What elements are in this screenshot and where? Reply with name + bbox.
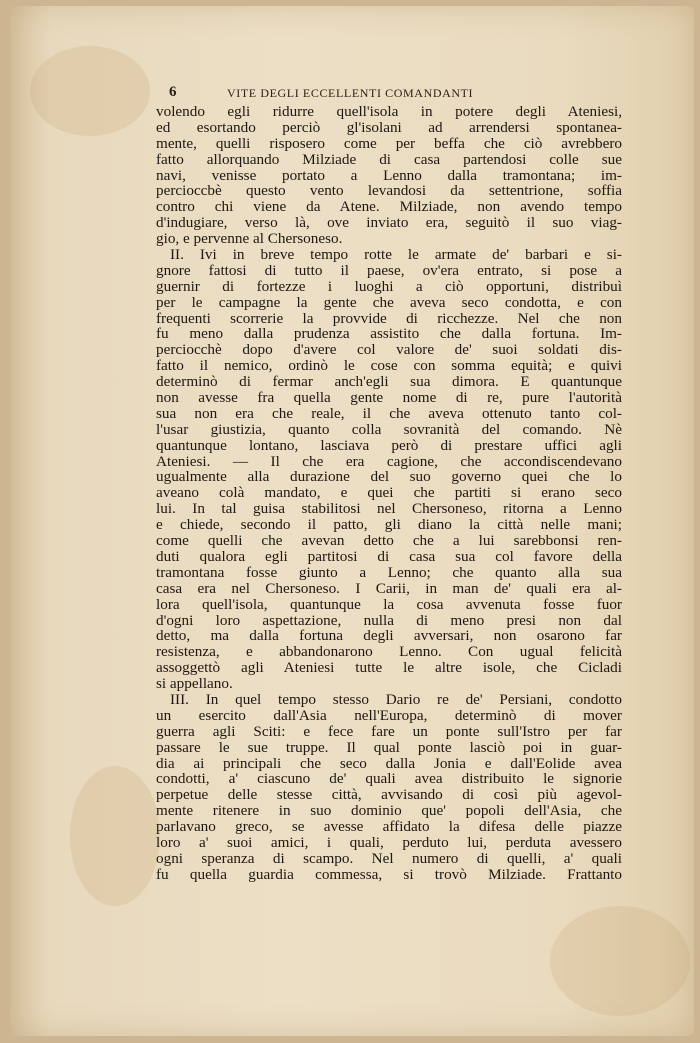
paper-stain: [30, 46, 150, 136]
page-number: 6: [169, 84, 178, 100]
text-line: un esercito dall'Asia nell'Europa, determinò di mover: [156, 706, 622, 724]
text-line: fu quella guardia commessa, si trovò Milziade. Frattanto: [156, 865, 622, 883]
text-line: ed esortando perciò gl'isolani ad arrendersi spontanea-: [156, 118, 622, 136]
text-line: gnore fattosi di tutto il paese, ov'era entrato, si pose a: [156, 261, 622, 279]
text-line: casa era nel Chersoneso. I Carii, in man de' quali era al-: [156, 579, 622, 597]
text-line: detto, ma dalla fortuna degli avversari, non osarono far: [156, 627, 622, 645]
text-line: III. In quel tempo stesso Dario re de' Persiani, condotto: [170, 690, 622, 708]
text-line: parlavano greco, se avesse affidato la difesa delle piazze: [156, 818, 622, 836]
text-line: tramontana fosse giunto a Lenno; che quanto alla sua: [156, 563, 622, 581]
text-line: gio, e pervenne al Chersoneso.: [156, 230, 343, 248]
paper-stain: [550, 906, 690, 1016]
text-line: condotti, a' ciascuno de' quali avea distribuito le signorie: [156, 770, 622, 788]
text-line: guernir di fortezze i luoghi a ciò opportuni, distribuì: [156, 277, 622, 295]
text-line: dia ai principali che seco dalla Jonia e dall'Eolide avea: [156, 754, 622, 772]
text-line: fu meno dalla prudenza assistito che dalla fortuna. Im-: [156, 325, 622, 343]
text-line: duti qualora egli partitosi di casa sua col favore della: [156, 547, 622, 565]
text-line: come quelli che avevan detto che a lui sarebbonsi ren-: [156, 532, 622, 550]
text-line: mente, quelli risposero come per beffa che ciò avrebbero: [156, 134, 622, 152]
text-line: quantunque lontano, lasciava però di prestare uffici agli: [156, 436, 622, 454]
text-line: d'indugiare, verso là, ove inviato era, seguitò il suo viag-: [156, 214, 622, 232]
paper-stain: [70, 766, 160, 906]
text-line: navi, venisse portato a Lenno dalla tramontana; im-: [156, 166, 622, 184]
text-line: determinò di fermar anch'egli sua dimora. E quantunque: [156, 373, 622, 391]
text-line: si appellano.: [156, 675, 233, 693]
text-line: aveano colà mandato, e quei che partiti si erano seco: [156, 484, 622, 502]
text-line: ogni speranza di scampo. Nel numero di quelli, a' quali: [156, 849, 622, 867]
text-line: fatto il nemico, ordinò le cose con somma equità; e quivi: [156, 357, 622, 375]
text-line: volendo egli ridurre quell'isola in potere degli Ateniesi,: [156, 103, 622, 120]
text-line: d'ogni loro aspettazione, nulla di meno presi non dal: [156, 611, 622, 629]
text-line: passare le sue truppe. Il qual ponte lasciò poi in guar-: [156, 738, 622, 756]
text-line: non avesse fra quella gente nome di re, pure l'autorità: [156, 389, 622, 407]
text-line: assoggettò agli Ateniesi tutte le altre isole, che Cicladi: [156, 659, 622, 677]
text-line: fatto allorquando Milziade di casa partendosi colle sue: [156, 150, 622, 168]
text-line: perciocchè dopo d'avere col valore de' suoi soldati dis-: [156, 341, 622, 359]
text-line: lora quell'isola, quantunque la cosa avvenuta fosse fuor: [156, 595, 622, 613]
text-line: Ateniesi. — Il che era cagione, che accondiscendevano: [156, 452, 622, 470]
text-line: contro chi viene da Atene. Milziade, non avendo tempo: [156, 198, 622, 216]
text-line: loro a' suoi amici, i quali, perduto lui, perduta avessero: [156, 833, 622, 851]
text-line: mente ritenere in suo dominio que' popoli dell'Asia, che: [156, 802, 622, 820]
text-line: resistenza, e abbandonarono Lenno. Con ugual felicità: [156, 643, 622, 661]
text-line: perpetue delle stesse città, avvisando di così più agevol-: [156, 786, 622, 804]
text-line: guerra agli Sciti: e fece fare un ponte sull'Istro per far: [156, 722, 622, 740]
body-text: [156, 104, 622, 883]
text-line: l'usar giustizia, quanto colla sovranità del comando. Nè: [156, 420, 622, 438]
text-line: per le campagne la gente che aveva seco condotta, e con: [156, 293, 622, 311]
running-head: VITE DEGLI ECCELLENTI COMANDANTI: [227, 86, 474, 100]
text-line: frequenti scorrerie la provvide di ricchezze. Nel che non: [156, 309, 622, 327]
text-line: sua non era che reale, il che aveva ottenuto tanto col-: [156, 404, 622, 422]
text-line: ugualmente alla durazione del suo governo quei che lo: [156, 468, 622, 486]
text-line: e chiede, secondo il patto, gli diano la città nelle mani;: [156, 516, 622, 534]
text-line: II. Ivi in breve tempo rotte le armate de' barbari e si-: [170, 246, 622, 264]
text-line: lui. In tal guisa stabilitosi nel Chersoneso, ritorna a Lenno: [156, 500, 622, 518]
text-line: percioccbè questo vento levandosi da settentrione, soffia: [156, 182, 622, 200]
